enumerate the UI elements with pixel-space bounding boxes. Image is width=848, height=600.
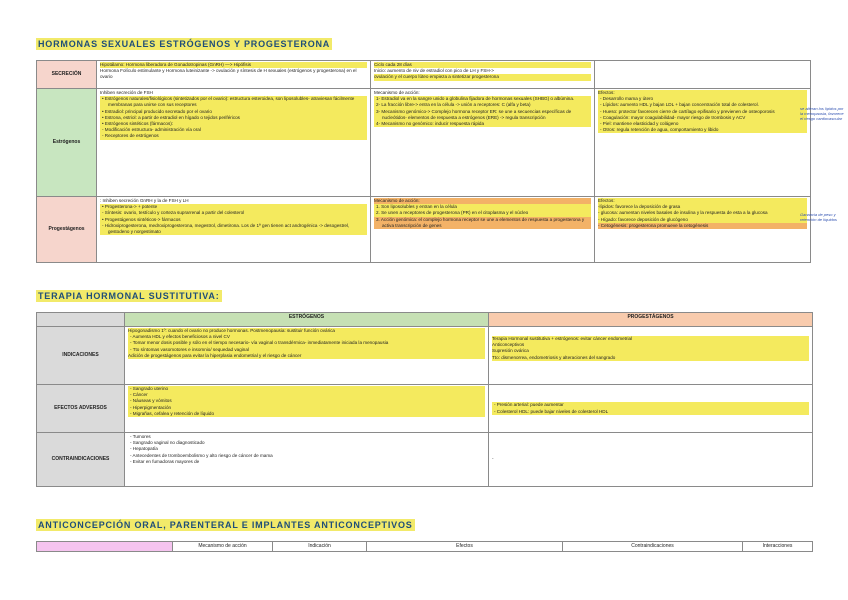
estrogens-effects: Efectos: - Desarrollo mama y útero - Lípidos: aumento HDL y bajan LDL + bajan concentración total de colesterol. - Hueso: protector favorecen cierre de cartílago epifisario y previenen de osteoporosis - Coagulación: mayor coagulabilidad- mayor riesgo de trombosis y ACV - Piel: mantiene elasticidad y colágeno - Otros: regula retención de agua, comportamiento y libido: [595, 89, 811, 197]
contraception-corner: [37, 542, 173, 552]
progestagens-mechanism: Mecanismo de acción: 1. Son liposolubles y entran en la célula 2. Se unen a receptores de progesterona (PR) en el citoplasma y el núcleo 3. Acción genómica: el complejo hormona receptor se une a elementos de respuesta a progesterona y activa transcripción de genes: [371, 197, 595, 263]
therapy-corner: [37, 313, 125, 327]
secretion-empty: [595, 61, 811, 89]
contraception-col-mechanism: Mecanismo de acción: [173, 542, 273, 552]
therapy-table: [36, 312, 813, 487]
progestagens-label: Progestágenos: [37, 197, 97, 263]
estrogens-types: Inhiben secreción de FSH • Estrógenos naturales/fisiológicos (sintetizados por el ovario): estructura esteroidea, son liposolubles- atraviesan fácilmente membranas para unirse con sus receptores • Estradiol: principal producido secretado por el ovario • Estrona, estriol: a partir de estradiol en hígado o tejidos periféricos • Estrógenos sintéticos (fármacos): - Modificación estructura- administración vía oral - Receptores de estrógenos: [97, 89, 371, 197]
contraception-col-indication: Indicación: [273, 542, 367, 552]
estrogens-mechanism: Mecanismo de acción: 1- Estradiol va en la sangre unido a globulina fijadora de hormonas sexuales (SHBG) o albúmina. 2- La fracción libre-> entra en la célula -> unión a receptores: C (alfa y beta) 3- Mecanismo genómico-> Complejo hormona receptor ER: se une a secuencias específicas de nucleótidos- elementos de respuesta a estrógenos (ERE) -> regula transcripción 4- Mecanismo no genómico: inducir respuesta rápida: [371, 89, 595, 197]
secretion-cycle: Ciclo cada 28 días Inicio: aumento de niv de estradiol con pico de LH y FSH-> ovulación y el cuerpo lúteo empieza a sintetizar progesterona: [371, 61, 595, 89]
contraindications-progestagens: -: [489, 433, 813, 487]
contraception-col-effects: Efectos: [367, 542, 563, 552]
indications-label: INDICACIONES: [37, 327, 125, 385]
handwritten-note-progestagens: Ganancia de peso y retención de líquidos: [800, 212, 837, 222]
hormones-table: [36, 60, 811, 263]
contraindications-label: CONTRAINDICACIONES: [37, 433, 125, 487]
main-title: HORMONAS SEXUALES ESTRÓGENOS Y PROGESTERONA: [38, 39, 331, 49]
progestagens-types: : Inhiben secreción GnRH y la de FSH y LH • Progesterona-> + potente - Síntesis: ovario, testículo y corteza suprarrenal a partir del colesterol • Progestágenos sintéticos-> fármacos - Hidroxiprogesterona, medroxiprogesterona, megestrol, dimetirona. Los de 1ª gen tienen act androgénica -> desogestrel, gestodeno y norgestimato: [97, 197, 371, 263]
progestagens-effects: Efectos: -lípidos: favorece la deposición de grasa - glucosa: aumentan niveles basales de insulina y la respuesta de esta a la glucosa - Hígado: favorece deposición de glucógeno - Cetogénesis: progesterona promueve la cetogénesis: [595, 197, 811, 263]
contraception-title: ANTICONCEPCIÓN ORAL, PARENTERAL E IMPLANTES ANTICONCEPTIVOS: [38, 520, 413, 530]
indications-progestagens: Terapia Hormonal sustitutiva + estrógenos: evitar cáncer endometrial Anticonceptivos Supresión ovárica Tto: dismenorrea, endometriosis y alteraciones del sangrado: [489, 327, 813, 385]
secretion-hypothalamus: Hipotálamo: Hormona liberadora de Gonadotropinas (GnRH) —> Hipófisis Hormona Folículo estimulante y Hormona luteinizante -> ovulación y síntesis de H sexuales (estrógenos y progesterona) en el ovario: [97, 61, 371, 89]
contraception-col-interactions: Interacciones: [743, 542, 813, 552]
secretion-label: SECRECIÓN: [37, 61, 97, 89]
therapy-col-estrogens: ESTRÓGENOS: [125, 313, 489, 327]
contraception-col-contraindications: Contraindicaciones: [563, 542, 743, 552]
adverse-effects-estrogens: - Sangrado uterino - Cáncer - Náuseas y vómitos - Hiperpigmentación - Migrañas, cefalea y retención de líquido: [125, 385, 489, 433]
adverse-effects-progestagens: - Presión arterial: puede aumentar - Colesterol HDL: puede bajar niveles de colesterol HDL: [489, 385, 813, 433]
adverse-effects-label: EFECTOS ADVERSOS: [37, 385, 125, 433]
handwritten-note-estrogens: se alteran los lípidos por la menopausia, favorece el riesgo cardiovascular: [800, 106, 844, 121]
indications-estrogens: Hipogonadismo 1º: cuando el ovario no produce hormonas. Postmenopausia: sustituir función ovárica - Aumenta HDL y efectos beneficiosos a nivel CV - Tomar menor dosis posible y sólo en el tiempo necesario- vía vaginal o transdérmica- inmediatamente iniciada la menopausia - Tto síntomas vasomotores e insomnio/ sequedad vaginal Adición de progestágenos para evitar la hiperplasia endometrial y el riesgo de cáncer: [125, 327, 489, 385]
estrogens-label: Estrógenos: [37, 89, 97, 197]
contraindications-estrogens: - Tumores - Sangrado vaginal no diagnosticado - Hepatopatía - Antecedentes de tromboembolismo y alto riesgo de cáncer de mama - Evitar en fumadoras mayores de: [125, 433, 489, 487]
therapy-title: TERAPIA HORMONAL SUSTITUTIVA:: [38, 291, 220, 301]
therapy-col-progestagens: PROGESTÁGENOS: [489, 313, 813, 327]
contraception-table: [36, 541, 813, 552]
